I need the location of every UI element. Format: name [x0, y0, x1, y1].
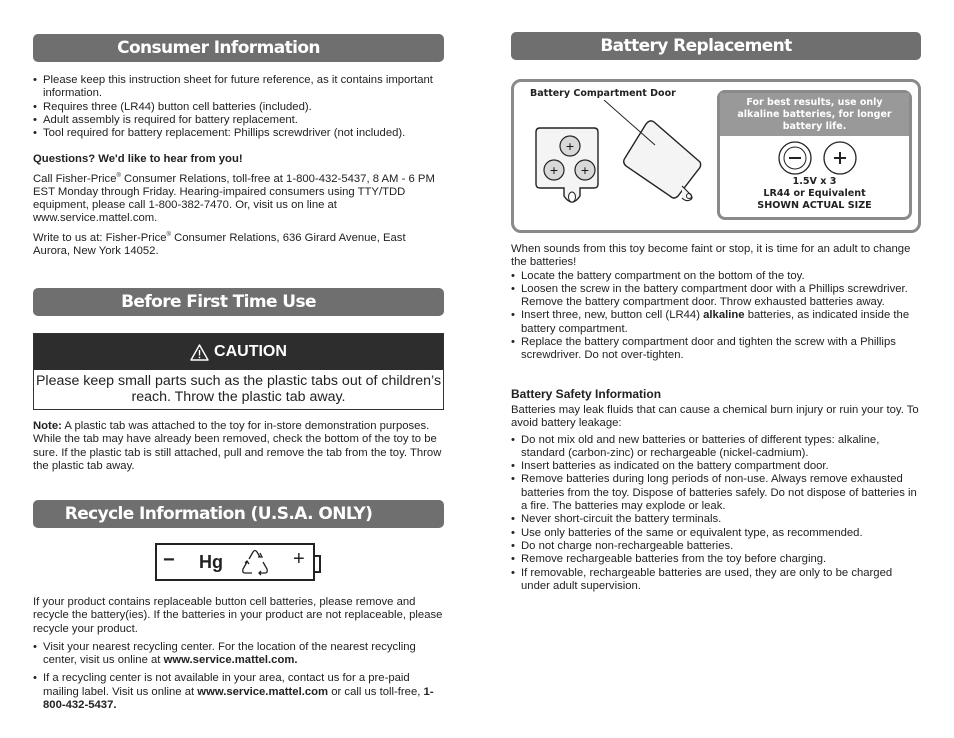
best-results-tip: For best results, use only alkaline batteries, for longer battery life.: [720, 93, 909, 136]
write-text: Write to us at: Fisher-Price: [33, 231, 167, 244]
list-item: • Do not mix old and new batteries or batteries of different types: alkaline, standard (carbon-zinc) or rechargeable (nickel-cadmium).: [511, 434, 921, 461]
call-text: Call Fisher-Price: [33, 172, 117, 185]
consumer-info-heading: Consumer Information: [33, 34, 444, 62]
plus-sign: +: [293, 548, 305, 570]
list-item: • Locate the battery compartment on the bottom of the toy.: [511, 270, 921, 283]
warning-icon: [190, 344, 209, 361]
recycle-bullet-text: or call us toll-free,: [328, 685, 424, 698]
write-text-rest: Consumer Relations, 636 Girard Avenue, East Aurora, New York 14052.: [33, 231, 406, 257]
list-item: • Adult assembly is required for battery replacement.: [33, 114, 443, 127]
list-item: [33, 641, 443, 668]
battery-instructions: [511, 243, 921, 593]
caution-text: Please keep small parts such as the plastic tabs out of children’s reach. Throw the plastic tab away.: [35, 373, 442, 405]
list-item: • Use only batteries of the same or equivalent type, as recommended.: [511, 527, 921, 540]
list-item: • Please keep this instruction sheet for future reference, as it contains important information.: [33, 74, 443, 101]
caution-label: CAUTION: [214, 343, 287, 360]
list-item: • Requires three (LR44) button cell batteries (included).: [33, 101, 443, 114]
safety-intro: Batteries may leak fluids that can cause a chemical burn injury or ruin your toy. To avoid battery leakage:: [511, 403, 919, 430]
recycle-paragraph: If your product contains replaceable button cell batteries, please remove and recycle the battery(ies). If the batteries in your product are not replaceable, please recycle your product.: [33, 596, 443, 635]
recycle-text: [33, 596, 443, 712]
step-emphasis: alkaline: [703, 309, 745, 322]
list-item: • Do not charge non-rechargeable batteries.: [511, 540, 921, 553]
recycle-bullet-text: Visit your nearest recycling center. For the location of the nearest recycling center, visit us online at: [43, 640, 416, 667]
mattel-link[interactable]: www.service.mattel.com: [197, 685, 329, 698]
list-item: [33, 672, 443, 712]
svg-text:+: +: [549, 164, 559, 177]
list-item: • Remove batteries during long periods of non-use. Always remove exhausted batteries from the toy. Dispose of batteries safely. Do not dispose of batteries in a fire. The batteries may explode or leak.: [511, 473, 921, 513]
step-text: batteries, as indicated inside the battery compartment.: [521, 309, 910, 335]
consumer-info-list: [33, 74, 443, 258]
battery-spec-text: [720, 176, 909, 212]
note-paragraph: [33, 420, 443, 473]
phone-number: 1-800-432-5437.: [43, 685, 434, 712]
registered-mark: ®: [166, 231, 171, 238]
list-item: • Tool required for battery replacement: Phillips screwdriver (not included).: [33, 127, 443, 140]
list-item: • If removable, rechargeable batteries are used, they are only to be charged under adult supervision.: [511, 567, 921, 594]
list-item: • Insert batteries as indicated on the battery compartment door.: [511, 460, 921, 473]
before-first-use-heading: Before First Time Use: [33, 288, 444, 316]
recycle-bullet-text: If a recycling center is not available in your area, contact us for a pre-paid mailing label. Visit us online at: [43, 672, 410, 698]
list-item: • Remove rechargeable batteries from the toy before charging.: [511, 553, 921, 566]
battery-spec-box: [717, 90, 912, 220]
list-item: • Never short-circuit the battery terminals.: [511, 513, 921, 526]
registered-mark: ®: [116, 172, 121, 179]
call-paragraph: [33, 170, 443, 226]
note-label: Note:: [33, 420, 62, 432]
list-item: • Replace the battery compartment door and tighten the screw with a Phillips screwdriver. Do not over-tighten.: [511, 336, 921, 363]
recycle-icon: [239, 547, 271, 579]
questions-title: Questions? We'd like to hear from you!: [33, 153, 243, 166]
battery-intro: When sounds from this toy become faint or stop, it is time for an adult to change the batteries!: [511, 243, 911, 269]
list-item: • Loosen the screw in the battery compartment door with a Phillips screwdriver. Remove the battery compartment door. Throw exhausted batteries away.: [511, 283, 921, 310]
svg-text:+: +: [580, 164, 590, 177]
minus-sign: −: [163, 549, 175, 571]
call-text-rest: Consumer Relations, toll-free at 1-800-432-5437, 8 AM - 6 PM EST Monday through Friday. Hearing-impaired consumers using TTY/TDD equipment, please call 1-800-382-7470. Or, visit us on line at www.service.mattel.com.: [33, 172, 435, 225]
note-text: A plastic tab was attached to the toy for in-store demonstration purposes. While the tab may have already been removed, check the bottom of the toy to be sure. If the plastic tab is still attached, pull and remove the tab from the toy. Throw the plastic tab away.: [33, 420, 442, 472]
list-item: [511, 309, 921, 336]
mercury-symbol: Hg: [199, 552, 223, 572]
recycle-info-heading: Recycle Information (U.S.A. ONLY): [33, 500, 444, 528]
battery-replacement-heading: Battery Replacement: [511, 32, 921, 60]
caution-header: [34, 334, 443, 370]
mattel-link[interactable]: www.service.mattel.com.: [163, 654, 298, 667]
write-paragraph: [33, 229, 443, 258]
recycle-battery-symbol: [155, 543, 315, 581]
door-outline: [624, 121, 701, 198]
battery-type-label: LR44 or Equivalent: [763, 188, 866, 199]
lr44-battery-icons: [772, 139, 862, 175]
voltage-label: 1.5V x 3: [792, 176, 837, 187]
battery-terminal: [313, 555, 321, 573]
door-label: Battery Compartment Door: [530, 88, 676, 99]
safety-heading: Battery Safety Information: [511, 386, 662, 401]
svg-text:+: +: [565, 140, 575, 153]
actual-size-label: SHOWN ACTUAL SIZE: [757, 200, 872, 211]
battery-compartment-diagram: [522, 100, 712, 220]
step-text: Insert three, new, button cell (LR44): [521, 309, 704, 322]
safety-list: [511, 434, 921, 594]
caution-box: [33, 333, 444, 410]
